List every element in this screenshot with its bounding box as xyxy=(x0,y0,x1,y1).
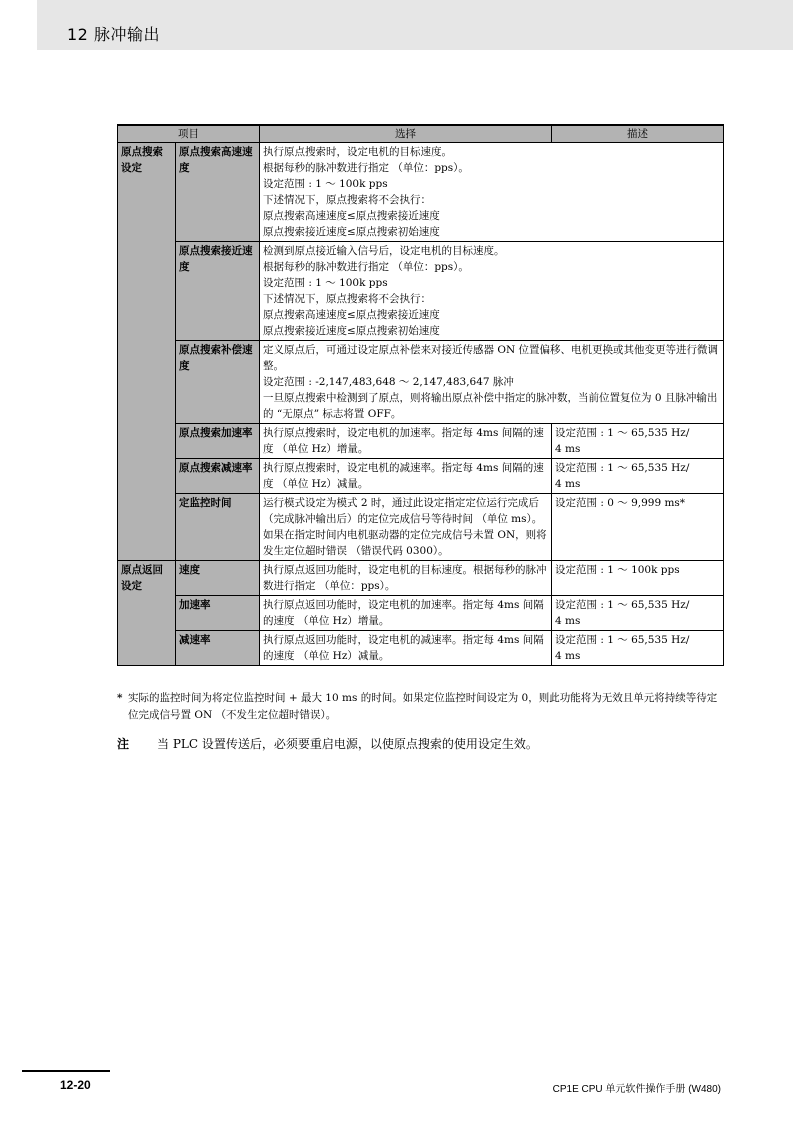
column-header-select: 选择 xyxy=(260,125,552,143)
select-line: 运行模式设定为模式 2 时，通过此设定指定定位运行完成后 （完成脉冲输出后）的定位完成信号等待时间 （单位 ms）。如果在指定时间内电机驱动器的定位完成信号未置 ON，则将发生定位超时错误 （错误代码 0300）。 xyxy=(263,497,547,557)
select-line: 原点搜索接近速度≤原点搜索初始速度 xyxy=(263,226,440,238)
select-line: 执行原点返回功能时，设定电机的加速率。指定每 4ms 间隔的速度 （单位 Hz）增量。 xyxy=(263,599,544,627)
column-header-desc: 描述 xyxy=(552,125,724,143)
select-line: 执行原点搜索时，设定电机的减速率。指定每 4ms 间隔的速度 （单位 Hz）减量。 xyxy=(263,462,544,490)
table-row xyxy=(118,561,724,596)
select-line: 原点搜索接近速度≤原点搜索初始速度 xyxy=(263,325,440,337)
table-row xyxy=(118,494,724,561)
note-label: 注 xyxy=(117,737,130,751)
desc-line: 4 ms xyxy=(555,650,581,662)
select-line: 执行原点返回功能时，设定电机的减速率。指定每 4ms 间隔的速度 （单位 Hz）减量。 xyxy=(263,634,544,662)
table-row xyxy=(118,631,724,666)
item-name: 原点搜索加速率 xyxy=(176,424,260,459)
select-line: 执行原点搜索时，设定电机的目标速度。 xyxy=(263,146,452,158)
select-cell xyxy=(260,424,552,459)
desc-line: 设定范围 : 0 ～ 9,999 ms* xyxy=(555,497,686,509)
select-line: 执行原点搜索时，设定电机的加速率。指定每 4ms 间隔的速度 （单位 Hz）增量。 xyxy=(263,427,544,455)
group-label: 原点返回设定 xyxy=(118,561,176,666)
desc-line: 设定范围 : 1 ～ 65,535 Hz/ xyxy=(555,634,690,646)
select-line: 设定范围 : 1 ～ 100k pps xyxy=(263,178,388,190)
item-name: 原点搜索补偿速度 xyxy=(176,341,260,424)
select-line: 原点搜索高速速度≤原点搜索接近速度 xyxy=(263,210,440,222)
desc-line: 4 ms xyxy=(555,615,581,627)
footnote-marker: * xyxy=(117,692,123,704)
desc-cell xyxy=(552,596,724,631)
item-name: 原点搜索接近速度 xyxy=(176,242,260,341)
table-row xyxy=(118,424,724,459)
select-cell xyxy=(260,596,552,631)
select-cell xyxy=(260,143,724,242)
select-cell xyxy=(260,631,552,666)
table-body xyxy=(118,143,724,666)
table-row xyxy=(118,596,724,631)
select-line: 下述情况下，原点搜索将不会执行： xyxy=(263,293,431,305)
footer-rule xyxy=(22,1070,110,1072)
select-cell xyxy=(260,494,552,561)
table-row xyxy=(118,143,724,242)
note xyxy=(117,735,538,752)
select-line: 根据每秒的脉冲数进行指定 （单位：pps）。 xyxy=(263,261,469,273)
item-name: 加速率 xyxy=(176,596,260,631)
desc-line: 设定范围 : 1 ～ 65,535 Hz/ xyxy=(555,427,690,439)
table-row xyxy=(118,341,724,424)
item-name: 原点搜索高速速度 xyxy=(176,143,260,242)
note-text: 当 PLC 设置传送后，必须要重启电源，以使原点搜索的使用设定生效。 xyxy=(157,737,538,751)
desc-line: 设定范围 : 1 ～ 65,535 Hz/ xyxy=(555,462,690,474)
table-header-row xyxy=(118,125,724,143)
select-line: 设定范围 : -2,147,483,648 ～ 2,147,483,647 脉冲 xyxy=(263,376,514,388)
desc-line: 设定范围 : 1 ～ 100k pps xyxy=(555,564,680,576)
desc-cell xyxy=(552,424,724,459)
select-cell xyxy=(260,459,552,494)
desc-cell xyxy=(552,494,724,561)
desc-line: 4 ms xyxy=(555,443,581,455)
page-number: 12-20 xyxy=(60,1078,91,1092)
chapter-title: 12 脉冲输出 xyxy=(67,25,160,44)
column-header-item: 项目 xyxy=(118,125,260,143)
select-line: 定义原点后，可通过设定原点补偿来对接近传感器 ON 位置偏移、电机更换或其他变更等进行微调整。 xyxy=(263,344,718,372)
select-line: 执行原点返回功能时，设定电机的目标速度。根据每秒的脉冲数进行指定 （单位：pps）。 xyxy=(263,564,547,592)
desc-line: 设定范围 : 1 ～ 65,535 Hz/ xyxy=(555,599,690,611)
desc-cell xyxy=(552,459,724,494)
table-row xyxy=(118,459,724,494)
select-line: 一旦原点搜索中检测到了原点，则将输出原点补偿中指定的脉冲数，当前位置复位为 0 且脉冲输出的 “无原点” 标志将置 OFF。 xyxy=(263,392,718,420)
desc-cell xyxy=(552,631,724,666)
manual-title: CP1E CPU 单元软件操作手册 (W480) xyxy=(552,1084,721,1095)
select-cell xyxy=(260,341,724,424)
item-name: 减速率 xyxy=(176,631,260,666)
footnote-text: 实际的监控时间为将定位监控时间 + 最大 10 ms 的时间。如果定位监控时间设定为 0，则此功能将为无效且单元将持续等待定位完成信号置 ON （不发生定位超时错误）。 xyxy=(128,692,718,721)
select-cell xyxy=(260,242,724,341)
table-row xyxy=(118,242,724,341)
select-line: 原点搜索高速速度≤原点搜索接近速度 xyxy=(263,309,440,321)
desc-line: 4 ms xyxy=(555,478,581,490)
select-cell xyxy=(260,561,552,596)
select-line: 下述情况下，原点搜索将不会执行： xyxy=(263,194,431,206)
item-name: 定监控时间 xyxy=(176,494,260,561)
group-label: 原点搜索设定 xyxy=(118,143,176,561)
select-line: 设定范围 : 1 ～ 100k pps xyxy=(263,277,388,289)
select-line: 检测到原点接近输入信号后，设定电机的目标速度。 xyxy=(263,245,505,257)
footnote xyxy=(117,690,727,724)
item-name: 原点搜索减速率 xyxy=(176,459,260,494)
desc-cell xyxy=(552,561,724,596)
select-line: 根据每秒的脉冲数进行指定 （单位：pps）。 xyxy=(263,162,469,174)
settings-table xyxy=(117,124,724,666)
item-name: 速度 xyxy=(176,561,260,596)
